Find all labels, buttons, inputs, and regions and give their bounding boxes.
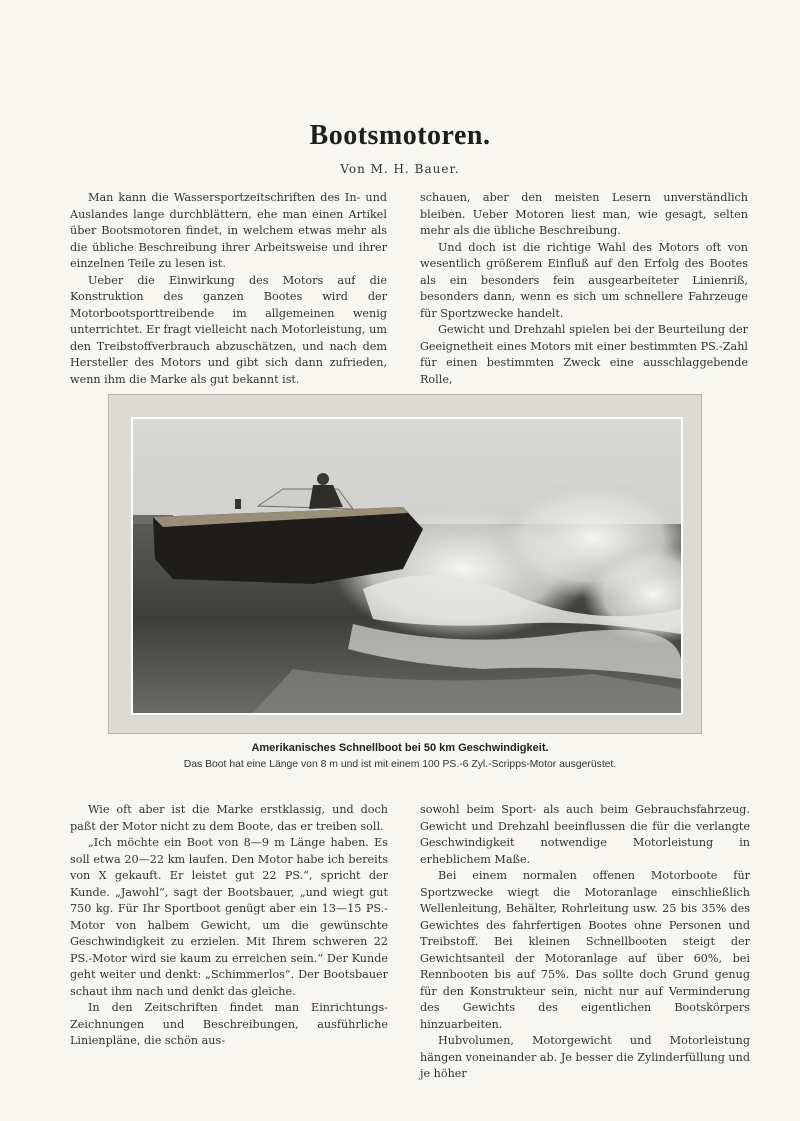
speedboat-illustration xyxy=(133,419,681,713)
paragraph: In den Zeitschriften findet man Einrichtungs-Zeichnungen und Beschreibungen, ausführliche Linienpläne, die schön aus- xyxy=(70,1001,388,1047)
paragraph: „Ich möchte ein Boot von 8—9 m Länge haben. Es soll etwa 20—22 km laufen. Den Motor habe ich bereits von X gekauft. Er leistet gut 22 PS.“, spricht der Kunde. „Jawohl“, sagt der Bootsbauer, „und wiegt gut 750 kg. Für Ihr Sportboot genügt aber ein 13—15 PS.-Motor von halbem Gewicht, um die gewünschte Geschwindigkeit zu erzielen. Mit Ihrem schweren 22 PS.-Motor wird sie kaum zu erreichen sein.“ Der Kunde geht weiter und denkt: „Schimmerlos“. Der Bootsbauer schaut ihm nach und denkt das gleiche. xyxy=(70,836,388,998)
paragraph: Wie oft aber ist die Marke erstklassig, und doch paßt der Motor nicht zu dem Boote, das er treiben soll. xyxy=(70,803,388,833)
column-top-right xyxy=(420,190,748,388)
photo-plate xyxy=(108,394,702,734)
column-bottom-left xyxy=(70,802,388,1050)
paragraph: Und doch ist die richtige Wahl des Motors oft von wesentlich größerem Einfluß auf den Erfolg des Bootes als ein besonders fein ausgearbeiteter Linienriß, besonders dann, wenn es sich um schnellere Fahrzeuge für Sportzwecke handelt. xyxy=(420,240,748,320)
column-top-left xyxy=(70,190,387,388)
paragraph: sowohl beim Sport- als auch beim Gebrauchsfahrzeug. Gewicht und Drehzahl beeinflussen die für die verlangte Geschwindigkeit notwendige Motorleistung in erheblichem Maße. xyxy=(420,803,750,866)
page-title: Bootsmotoren. xyxy=(309,120,491,151)
paragraph: Ueber die Einwirkung des Motors auf die Konstruktion des ganzen Bootes wird der Motorbootsporttreibende im allgemeinen wenig unterrichtet. Er fragt vielleicht nach Motorleistung, um den Treibstoffverbrauch abzuschätzen, und nach dem Hersteller des Motors und gibt sich dann zufrieden, wenn ihm die Marke als gut bekannt ist. xyxy=(70,273,387,386)
byline: Von M. H. Bauer. xyxy=(340,162,460,176)
paragraph: Man kann die Wassersportzeitschriften des In- und Auslandes lange durchblättern, ehe man einen Artikel über Bootsmotoren findet, in welchem etwas mehr als die übliche Beschreibung ihrer Arbeitsweise und ihrer einzelnen Teile zu lesen ist. xyxy=(70,191,387,270)
paragraph: schauen, aber den meisten Lesern unverständlich bleiben. Ueber Motoren liest man, wie gesagt, selten mehr als die übliche Beschreibung. xyxy=(420,191,748,237)
speedboat-photo xyxy=(131,417,683,715)
figure-caption-title: Amerikanisches Schnellboot bei 50 km Geschwindigkeit. xyxy=(251,742,549,754)
paragraph: Hubvolumen, Motorgewicht und Motorleistung hängen voneinander ab. Je besser die Zylinderfüllung und je höher xyxy=(420,1034,750,1080)
figure-caption-subtitle: Das Boot hat eine Länge von 8 m und ist mit einem 100 PS.-6 Zyl.-Scripps-Motor ausgerüstet. xyxy=(183,759,617,770)
paragraph: Gewicht und Drehzahl spielen bei der Beurteilung der Geeignetheit eines Motors mit einer bestimmten PS.-Zahl für einen bestimmten Zweck eine ausschlaggebende Rolle, xyxy=(420,323,748,386)
column-bottom-right xyxy=(420,802,750,1083)
paragraph: Bei einem normalen offenen Motorboote für Sportzwecke wiegt die Motoranlage einschließlich Wellenleitung, Behälter, Rohrleitung usw. 25 bis 35% des Gewichtes des fahrfertigen Bootes ohne Personen und Treibstoff. Bei kleinen Schnellbooten steigt der Gewichtsanteil der Motoranlage auf über 60%, bei Rennbooten bis auf 75%. Das sollte doch Grund genug für den Konstrukteur sein, nicht nur auf Verminderung des Gewichts des eigentlichen Bootskörpers hinzuarbeiten. xyxy=(420,869,750,1031)
